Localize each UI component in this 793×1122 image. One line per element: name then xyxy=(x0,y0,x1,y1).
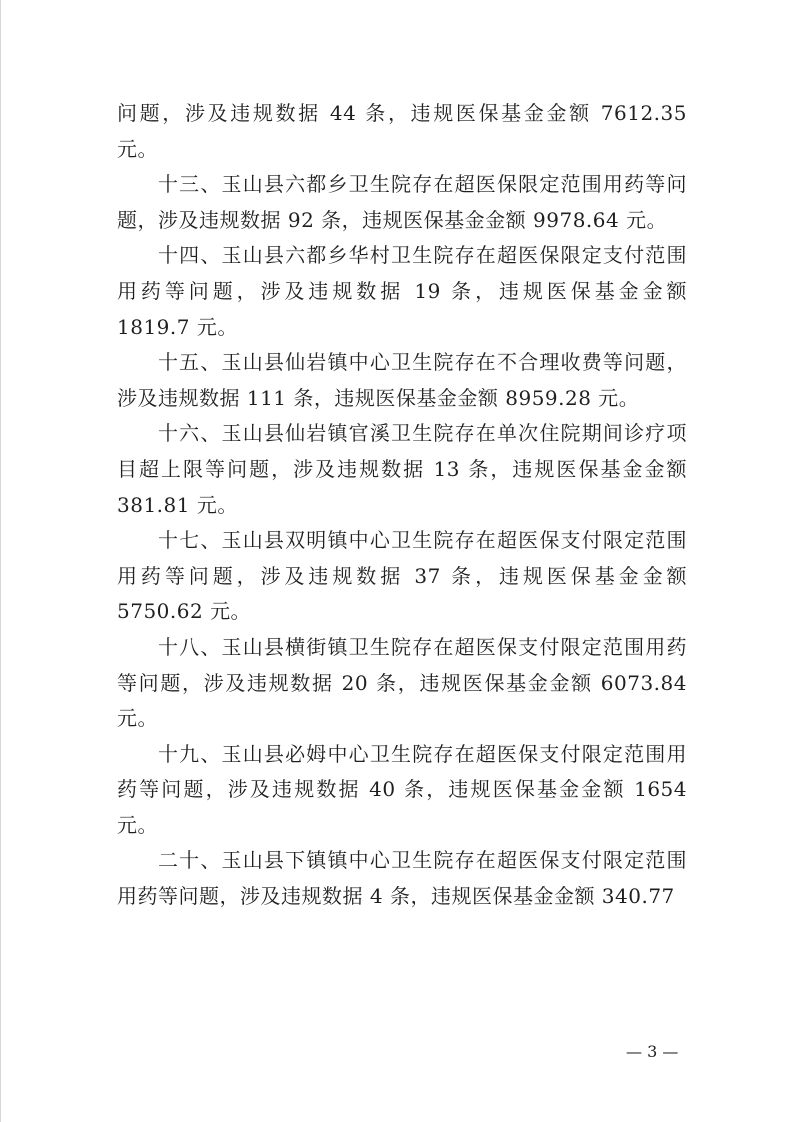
paragraph-item-14: 十四、玉山县六都乡华村卫生院存在超医保限定支付范围用药等问题，涉及违规数据 19 条，违规医保基金金额 1819.7 元。 xyxy=(117,243,687,339)
paragraph-item-18: 十八、玉山县横街镇卫生院存在超医保支付限定范围用药等问题，涉及违规数据 20 条，违规医保基金金额 6073.84 元。 xyxy=(117,634,687,731)
paragraph-item-20: 二十、玉山县下镇镇中心卫生院存在超医保支付限定范围用药等问题，涉及违规数据 4 条，违规医保基金金额 340.77 xyxy=(117,848,687,909)
paragraph-item-13: 十三、玉山县六都乡卫生院存在超医保限定范围用药等问题，涉及违规数据 92 条，违规医保基金金额 9978.64 元。 xyxy=(117,172,687,232)
paragraph-item-15: 十五、玉山县仙岩镇中心卫生院存在不合理收费等问题，涉及违规数据 111 条，违规医保基金金额 8959.28 元。 xyxy=(117,350,687,410)
scan-edge-line xyxy=(0,0,1,1122)
paragraph-item-19: 十九、玉山县必姆中心卫生院存在超医保支付限定范围用药等问题，涉及违规数据 40 条，违规医保基金金额 1654 元。 xyxy=(117,741,687,837)
page-number: — 3 — xyxy=(626,1042,679,1061)
paragraph-item-17: 十七、玉山县双明镇中心卫生院存在超医保支付限定范围用药等问题，涉及违规数据 37 条，违规医保基金金额 5750.62 元。 xyxy=(117,528,687,624)
paragraph-item-16: 十六、玉山县仙岩镇官溪卫生院存在单次住院期间诊疗项目超上限等问题，涉及违规数据 13 条，违规医保基金金额 381.81 元。 xyxy=(117,421,687,517)
document-body xyxy=(117,96,687,915)
paragraph-continuation: 问题，涉及违规数据 44 条，违规医保基金金额 7612.35 元。 xyxy=(117,101,687,161)
